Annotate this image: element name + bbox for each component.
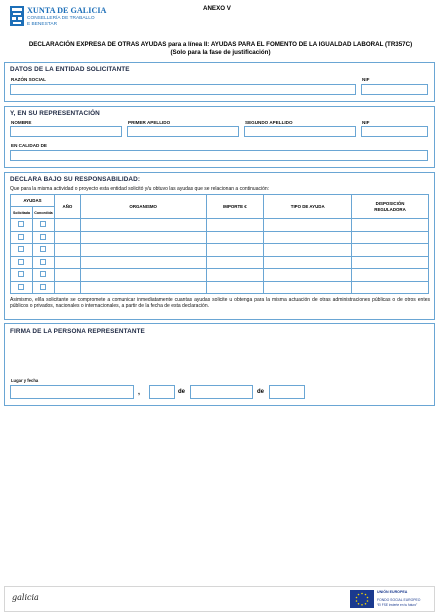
solicitada-checkbox[interactable] (18, 234, 24, 240)
en-calidad-label: EN CALIDAD DE (11, 143, 47, 148)
solicitada-checkbox[interactable] (18, 271, 24, 277)
document-subtitle: (Solo para la fase de justificación) (170, 49, 271, 56)
table-cell[interactable] (206, 281, 264, 294)
checkbox-cell (32, 219, 54, 232)
concedida-checkbox[interactable] (40, 234, 46, 240)
entidad-section-title: DATOS DE LA ENTIDAD SOLICITANTE (10, 66, 130, 73)
table-row (11, 269, 429, 282)
table-cell[interactable] (264, 244, 352, 257)
de-separator-2: de (257, 389, 265, 395)
table-row (11, 219, 429, 232)
nombre-field[interactable] (10, 126, 122, 137)
table-cell[interactable] (206, 256, 264, 269)
nombre-label: NOMBRE (11, 120, 32, 125)
table-cell[interactable] (54, 244, 80, 257)
table-cell[interactable] (352, 281, 429, 294)
lugar-fecha-label: Lugar y fecha (11, 378, 39, 383)
firma-section-title: FIRMA DE LA PERSONA REPRESENTANTE (10, 328, 145, 335)
table-cell[interactable] (80, 231, 206, 244)
eu-flag-icon (350, 590, 374, 608)
table-row (11, 256, 429, 269)
ayudas-table (10, 194, 429, 294)
table-cell[interactable] (352, 244, 429, 257)
declara-section-title: DECLARA BAJO SU RESPONSABILIDAD: (10, 176, 141, 183)
table-cell[interactable] (206, 244, 264, 257)
table-row (11, 231, 429, 244)
entidad-nif-label: NIF (362, 77, 370, 82)
checkbox-cell (11, 231, 33, 244)
table-cell[interactable] (54, 281, 80, 294)
table-cell[interactable] (352, 269, 429, 282)
eu-line-1: UNIÓN EUROPEA (377, 590, 408, 594)
segundo-apellido-field[interactable] (244, 126, 356, 137)
representante-nif-label: NIF (362, 120, 370, 125)
table-cell[interactable] (206, 219, 264, 232)
checkbox-cell (11, 269, 33, 282)
table-cell[interactable] (206, 231, 264, 244)
concedida-checkbox[interactable] (40, 271, 46, 277)
table-cell[interactable] (264, 219, 352, 232)
table-cell[interactable] (264, 269, 352, 282)
annex-label: ANEXO V (203, 5, 231, 12)
table-cell[interactable] (80, 281, 206, 294)
table-cell[interactable] (80, 256, 206, 269)
primer-apellido-label: PRIMER APELLIDO (128, 120, 171, 125)
solicitada-checkbox[interactable] (18, 246, 24, 252)
representacion-section-title: Y, EN SU REPRESENTACIÓN (10, 110, 100, 117)
table-cell[interactable] (264, 256, 352, 269)
primer-apellido-field[interactable] (127, 126, 239, 137)
solicitada-checkbox[interactable] (18, 259, 24, 265)
ano-field[interactable] (269, 385, 305, 399)
table-cell[interactable] (352, 231, 429, 244)
document-title: DECLARACIÓN EXPRESA DE OTRAS AYUDAS para a línea II: AYUDAS PARA EL FOMENTO DE LA IGUALDAD LABORAL (TR357C) (28, 41, 413, 48)
table-cell[interactable] (54, 256, 80, 269)
table-cell[interactable] (54, 269, 80, 282)
eu-line-3: “El FSE invierte en tu futuro” (377, 603, 418, 607)
table-row (11, 244, 429, 257)
galicia-logo: galicia (12, 593, 39, 602)
table-cell[interactable] (54, 231, 80, 244)
sub-concedida-header: Concedida (32, 207, 54, 219)
en-calidad-field[interactable] (10, 150, 428, 161)
xunta-emblem-icon (10, 6, 24, 26)
dia-field[interactable] (149, 385, 175, 399)
table-cell[interactable] (54, 219, 80, 232)
logo-title: XUNTA DE GALICIA (27, 6, 107, 15)
table-cell[interactable] (80, 244, 206, 257)
table-cell[interactable] (80, 269, 206, 282)
col-disposicion-header: DISPOSICIÓN REGULADORA (352, 195, 429, 219)
concedida-checkbox[interactable] (40, 246, 46, 252)
checkbox-cell (11, 244, 33, 257)
eu-line-2: FONDO SOCIAL EUROPEO (377, 598, 421, 602)
col-organismo-header: ORGANISMO (80, 195, 206, 219)
table-cell[interactable] (206, 269, 264, 282)
col-ano-header: AÑO (54, 195, 80, 219)
entidad-nif-field[interactable] (361, 84, 428, 95)
table-cell[interactable] (80, 219, 206, 232)
col-tipo-header: TIPO DE AYUDA (264, 195, 352, 219)
concedida-checkbox[interactable] (40, 221, 46, 227)
checkbox-cell (32, 256, 54, 269)
checkbox-cell (11, 281, 33, 294)
table-cell[interactable] (352, 256, 429, 269)
table-cell[interactable] (264, 281, 352, 294)
checkbox-cell (32, 244, 54, 257)
checkbox-cell (11, 256, 33, 269)
checkbox-cell (32, 269, 54, 282)
logo-line-2: E BENESTAR (27, 22, 58, 27)
solicitada-checkbox[interactable] (18, 284, 24, 290)
segundo-apellido-label: SEGUNDO APELLIDO (245, 120, 293, 125)
xunta-logo (10, 3, 107, 29)
concedida-checkbox[interactable] (40, 259, 46, 265)
table-cell[interactable] (352, 219, 429, 232)
lugar-field[interactable] (10, 385, 134, 399)
declara-footer-text: Asimismo, el/la solicitante se compromete a comunicar inmediatamente cuantas ayudas solicite u obtenga para la misma actuación de otras administraciones públicas o de otros entes públicos o privados, nacionales o internacionales, a partir de la fecha de esta declaración. (10, 297, 430, 310)
sub-solicitada-header: Solicitada (11, 207, 33, 219)
ayudas-header: AYUDAS (11, 195, 55, 207)
checkbox-cell (32, 281, 54, 294)
comma-separator: , (138, 389, 140, 396)
table-row (11, 281, 429, 294)
mes-field[interactable] (190, 385, 253, 399)
concedida-checkbox[interactable] (40, 284, 46, 290)
representante-nif-field[interactable] (361, 126, 428, 137)
logo-line-1: CONSELLERÍA DE TRABALLO (27, 16, 95, 21)
table-cell[interactable] (264, 231, 352, 244)
declara-intro: Que para la misma actividad o proyecto esta entidad solicitó y/u obtuvo las ayudas que se relacionan a continuación: (10, 186, 270, 192)
checkbox-cell (32, 231, 54, 244)
de-separator-1: de (178, 389, 186, 395)
razon-social-field[interactable] (10, 84, 356, 95)
checkbox-cell (11, 219, 33, 232)
solicitada-checkbox[interactable] (18, 221, 24, 227)
razon-social-label: RAZÓN SOCIAL (11, 77, 46, 82)
col-importe-header: IMPORTE € (206, 195, 264, 219)
